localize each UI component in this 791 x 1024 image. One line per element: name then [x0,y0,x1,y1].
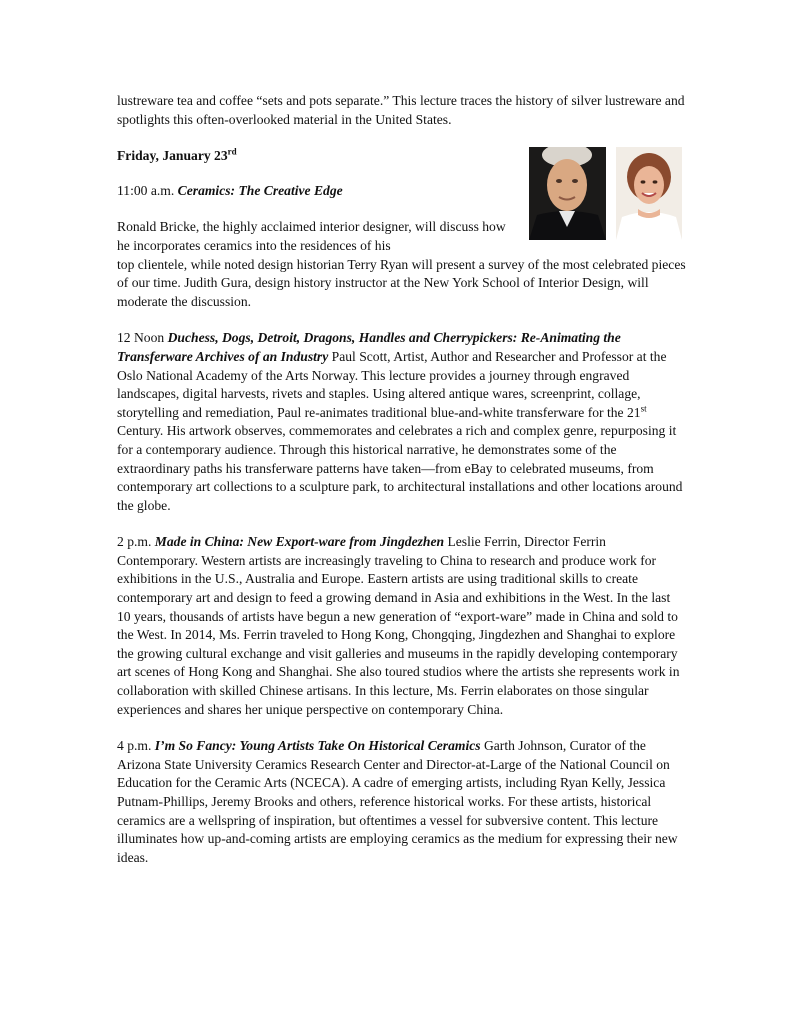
session-4-body: Garth Johnson, Curator of the Arizona State University Ceramics Research Center and Director-at-Large of the National Council on Education for the Ceramic Arts (NCECA). A cadre of emerging artists, including Ryan Kelly, Jessica Putnam-Phillips, Jeremy Brooks and others, reference historical works. For these artists, historical ceramics are a wellspring of inspiration, but oftentimes a vessel for subversive content. This lecture illuminates how up-and-coming artists are employing ceramics as the medium for expressing their new ideas. [117,738,678,865]
intro-paragraph [117,92,687,129]
session-2-body-b: Century. His artwork observes, commemorates and celebrates a rich and complex genre, repurposing it for a contemporary audience. Through this historical narrative, he demonstrates some of the extraordinary paths his transferware patterns have taken—from eBay to celebrated museums, from contemporary art collections to a sculpture park, to architectural installations and other locations around the globe. [117,423,683,513]
session-1-heading [117,182,687,201]
session-1-body-b: top clientele, while noted design historian Terry Ryan will present a survey of the most celebrated pieces of our time. Judith Gura, design history instructor at the New York School of Interior Design, will moderate the discussion. [117,256,686,309]
session-4-title: I’m So Fancy: Young Artists Take On Historical Ceramics [154,738,481,754]
session-2-body-a: Paul Scott, Artist, Author and Researcher and Professor at the Oslo National Academy of the Arts Norway. This lecture provides a journey through engraved landscapes, digital harvests, rivets and staples. Using altered antique wares, screenprint, collage, storytelling and remediation, Paul re-animates traditional blue-and-white transferware for the 21 [117,348,667,420]
session-3-body: Leslie Ferrin, Director Ferrin Contemporary. Western artists are increasingly traveling to China to research and produce work for exhibitions in the U.S., Australia and Europe. Eastern artists are using traditional skills to create contemporary art and design to feed a growing demand in Asia and exhibitions in the West. In the last 10 years, thousands of artists have begun a new generation of “export-ware” made in China and sold to the West. In 2014, Ms. Ferrin traveled to Hong Kong, Chongqing, Jingdezhen and Shanghai to explore the growing cultural exchange and visit galleries and museums in the rapidly developing contemporary art scenes of Hong Kong and Shanghai. She also toured studios where the artists she represents work in collaboration with skilled Chinese artisans. In this lecture, Ms. Ferrin elaborates on those singular experiences and shares her unique perspective on contemporary China. [117,534,680,717]
session-3-title: Made in China: New Export-ware from Jingdezhen [154,534,445,550]
session-2-paragraph [117,329,687,515]
session-1-time: 11:00 a.m. [117,182,178,198]
session-2-title: Duchess, Dogs, Detroit, Dragons, Handles and Cherrypickers: Re-Animating the Transferware Archives of an Industry [117,330,621,364]
session-2-time: 12 Noon [117,330,168,346]
session-1-title: Ceramics: The Creative Edge [177,182,343,198]
session-3-paragraph [117,533,687,719]
session-1-paragraph [117,218,687,311]
day-heading [117,147,687,166]
session-1-body-a: Ronald Bricke, the highly acclaimed interior designer, will discuss how he incorporates ceramics into the residences of his [117,219,506,253]
session-3-time: 2 p.m. [117,534,155,550]
session-4-time: 4 p.m. [117,738,155,754]
session-2-superscript: st [640,403,647,414]
day-label: Friday, January 23 [117,148,228,164]
intro-text: lustreware tea and coffee “sets and pots separate.” This lecture traces the history of silver lustreware and spotlights this often-overlooked material in the United States. [117,93,685,127]
day-superscript: rd [227,146,237,157]
session-4-paragraph [117,737,687,867]
document-body [117,92,687,885]
